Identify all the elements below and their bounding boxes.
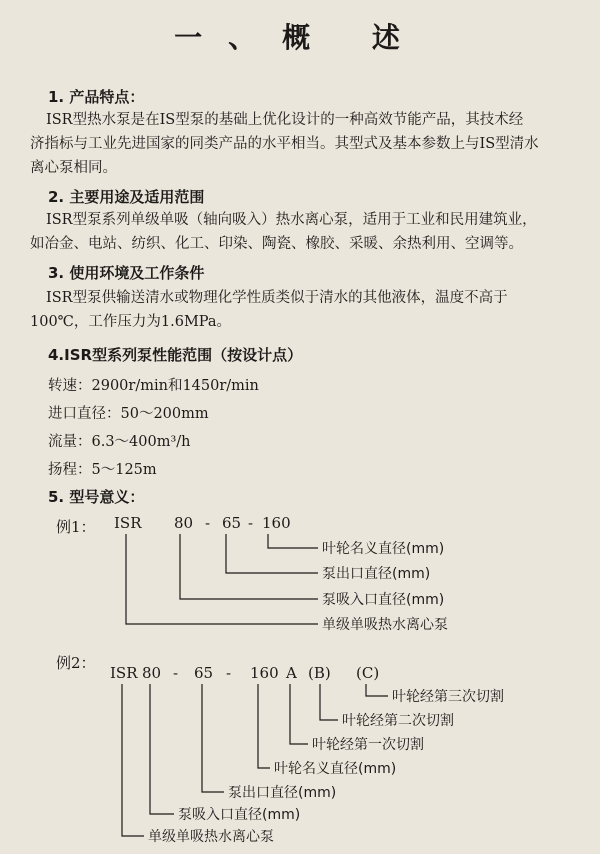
page-title: 一、概 述 (174, 21, 426, 54)
example1-desc-series: 单级单吸热水离心泵 (322, 617, 448, 633)
paragraph-line: 离心泵相同。 (30, 160, 117, 176)
spec-flow: 流量：6.3～400m³/h (48, 434, 191, 450)
spec-head: 扬程：5～125m (48, 462, 157, 478)
example1-code-outlet: 65 (222, 514, 242, 532)
example2-desc-cut2: 叶轮经第二次切割 (342, 713, 454, 729)
spec-inlet-diameter: 进口直径：50～200mm (48, 406, 209, 422)
example2-desc-cut3: 叶轮经第三次切割 (392, 689, 504, 705)
example1-label: 例1： (56, 518, 96, 536)
example1-code-impeller: 160 (262, 514, 291, 532)
paragraph-line: 如冶金、电站、纺织、化工、印染、陶瓷、橡胶、采暖、余热利用、空调等。 (30, 236, 523, 252)
example2-desc-impeller: 叶轮名义直径(mm) (274, 761, 397, 777)
example2-code-cut1: A (286, 664, 297, 682)
section-heading-conditions: 3. 使用环境及工作条件 (48, 264, 205, 282)
example2-leader-series (122, 684, 144, 836)
example1-desc-outlet: 泵出口直径(mm) (322, 566, 431, 582)
example2-code-cut3: (C) (356, 664, 380, 682)
example2-code-impeller: 160 (250, 664, 279, 682)
section-heading-model: 5. 型号意义： (48, 488, 145, 506)
example2-code-series: ISR (110, 664, 138, 682)
example2-leader-cut2 (320, 684, 338, 720)
example2-label: 例2： (56, 654, 96, 672)
example1-code-dash: - (248, 514, 254, 532)
example1-leader-inlet (180, 534, 318, 599)
example2-code-dash: - (173, 664, 179, 682)
paragraph-line: ISR型泵供输送清水或物理化学性质类似于清水的其他液体，温度不高于 (46, 290, 508, 306)
paragraph-line: ISR型泵系列单级单吸（轴向吸入）热水离心泵，适用于工业和民用建筑业， (46, 212, 537, 228)
example1-code-inlet: 80 (174, 514, 194, 532)
section-heading-usage: 2. 主要用途及适用范围 (48, 188, 205, 206)
example2-code-dash: - (226, 664, 232, 682)
example2-leader-outlet (202, 684, 224, 792)
example2-desc-series: 单级单吸热水离心泵 (148, 829, 274, 845)
paragraph-line: ISR型热水泵是在IS型泵的基础上优化设计的一种高效节能产品，其技术经 (46, 112, 524, 128)
example2-desc-inlet: 泵吸入口直径(mm) (178, 807, 301, 823)
example1-code-series: ISR (114, 514, 142, 532)
paragraph-line: 济指标与工业先进国家的同类产品的水平相当。其型式及基本参数上与IS型清水 (30, 136, 539, 152)
spec-speed: 转速：2900r/min和1450r/min (48, 378, 259, 394)
example1-leader-outlet (226, 534, 318, 573)
example2-leader-cut3 (366, 684, 388, 696)
example1-code-dash: - (205, 514, 211, 532)
section-heading-features: 1. 产品特点： (48, 88, 145, 106)
example2-leader-impeller (258, 684, 270, 768)
example1-desc-impeller: 叶轮名义直径(mm) (322, 541, 445, 557)
section-heading-performance: 4.ISR型系列泵性能范围（按设计点） (48, 346, 303, 364)
example1-desc-inlet: 泵吸入口直径(mm) (322, 592, 445, 608)
example1-leader-impeller (268, 534, 318, 548)
example2-leader-inlet (150, 684, 174, 814)
example2-desc-cut1: 叶轮经第一次切割 (312, 737, 424, 753)
example2-leader-cut1 (290, 684, 308, 744)
example2-code-outlet: 65 (194, 664, 214, 682)
example2-desc-outlet: 泵出口直径(mm) (228, 785, 337, 801)
example2-code-cut2: (B) (308, 664, 331, 682)
paragraph-line: 100℃，工作压力为1.6MPa。 (30, 314, 232, 330)
example2-code-inlet: 80 (142, 664, 162, 682)
